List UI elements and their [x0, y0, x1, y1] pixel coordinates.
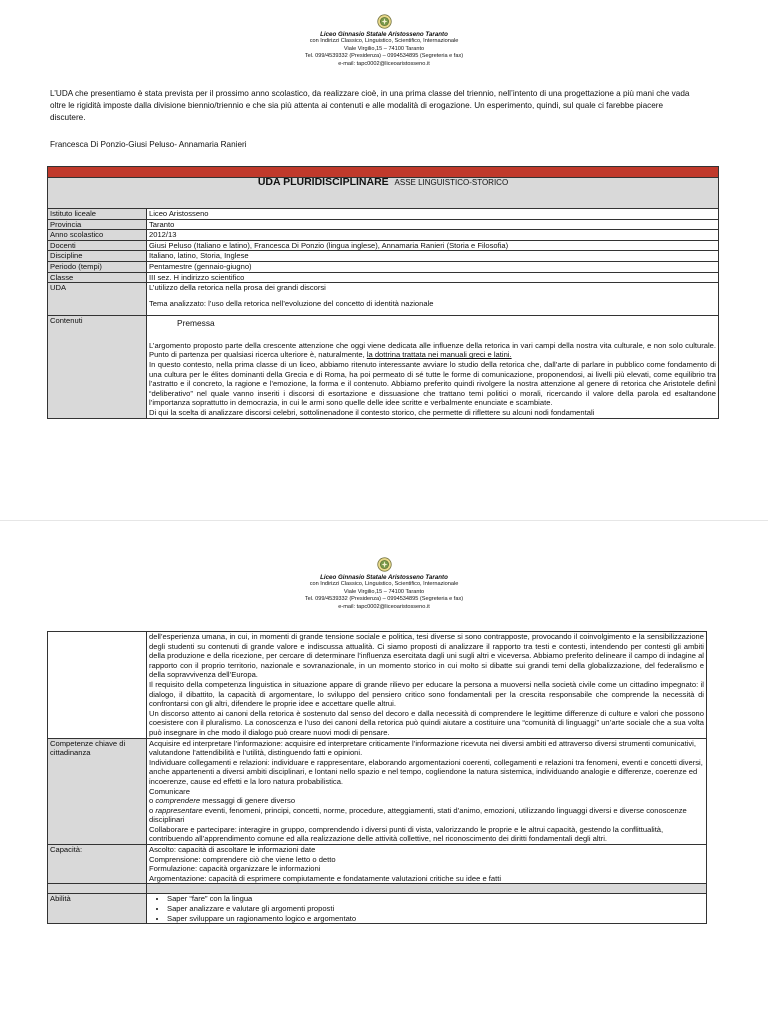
competenze-italic: rappresentare: [155, 805, 203, 815]
competenze-paragraph: Collaborare e partecipare: interagire in gruppo, comprendendo i diversi punti di vista, valorizzando le proprie e le altrui capacità, gestendo la conflittualità, contribuendo all’apprendimento comune ed alla realizzazione delle attività collettive, nel riconoscimento dei diritti fondamentali degli altri.: [149, 824, 664, 844]
table-row: [48, 230, 719, 241]
table-row: [48, 209, 719, 220]
school-crest-icon: [377, 557, 392, 572]
letterhead-line: Viale Virgilio,15 – 74100 Taranto: [343, 588, 425, 595]
uda-subtitle: ASSE LINGUISTICO-STORICO: [394, 178, 509, 187]
table-row: [48, 894, 707, 924]
table-row: [48, 283, 719, 316]
letterhead-line: e-mail: tapc0002@liceoaristosseno.it: [338, 603, 430, 610]
row-value: 2012/13: [147, 230, 719, 241]
letterhead-title: Liceo Ginnasio Statale Aristosseno Taranto: [320, 574, 448, 581]
abilita-list: [149, 894, 704, 923]
capacita-item: Comprensione: comprendere ciò che viene letto o detto: [149, 854, 336, 864]
list-item: • Saper “fare” con la lingua: [167, 894, 704, 904]
letterhead-line: e-mail: tapc0002@liceoaristosseno.it: [338, 60, 430, 67]
row-value: Giusi Peluso (Italiano e latino), Francesca Di Ponzio (lingua inglese), Annamaria Ranieri (Storia e Filosofia): [147, 240, 719, 251]
row-value: Liceo Aristosseno: [147, 209, 719, 220]
capacita-item: Formulazione: capacità organizzare le informazioni: [149, 864, 321, 874]
row-label: Competenze chiave di cittadinanza: [48, 738, 147, 845]
contenuti-text: L’argomento proposto parte della crescente attenzione che oggi viene dedicata alle influenze della retorica in vari campi della nostra vita culturale, e non solo culturale. Punto di partenza per qualsiasi ricerca ulteriore è, naturalmente,: [149, 340, 716, 360]
table-title-row: [48, 178, 719, 209]
table-row: [48, 738, 707, 845]
row-label: Discipline: [48, 251, 147, 262]
letterhead-line: Tel. 099/4539332 (Presidenza) – 0994534895 (Segreteria e fax): [304, 596, 464, 603]
letterhead-line: Tel. 099/4539332 (Presidenza) – 0994534895 (Segreteria e fax): [304, 53, 464, 60]
competenze-paragraph: Acquisire ed interpretare l’informazione: acquisire ed interpretare criticamente l’informazione ricevuta nei diversi ambiti ed attraverso diversi strumenti comunicativi, valutandone l’attendibilità e l’utilità, distinguendo fatti e opinioni.: [149, 738, 696, 758]
competenze-paragraph: [149, 796, 704, 806]
contenuti-underlined: la dottrina trattata nei manuali greci e latini.: [366, 350, 512, 360]
row-label: Classe: [48, 272, 147, 283]
table-row: [48, 632, 707, 739]
competenze-text: messaggi di genere diverso: [200, 796, 296, 806]
competenze-italic: comprendere: [155, 796, 201, 806]
uda-title: UDA PLURIDISCIPLINARE: [257, 176, 389, 188]
row-label: Provincia: [48, 219, 147, 230]
table-row: [48, 845, 707, 884]
row-label: Periodo (tempi): [48, 261, 147, 272]
competenze-paragraph: [149, 806, 704, 825]
competenze-paragraph: Individuare collegamenti e relazioni: individuare e rappresentare, elaborando argomentazioni coerenti, collegamenti e relazioni tra fenomeni, eventi e concetti diversi, anche appartenenti a diversi ambiti disciplinari, e lontani nello spazio e nel tempo, cogliendone la natura sistemica, individuando analogie e differenze, coerenze ed incoerenze, cause ed effetti e la loro natura probabilistica.: [149, 757, 703, 786]
table-row: [48, 251, 719, 262]
document-page-2: [0, 520, 768, 1025]
row-value: Italiano, latino, Storia, Inglese: [147, 251, 719, 262]
contenuti-paragraph: Di qui la scelta di analizzare discorsi celebri, sottolinenadone il contesto storico, che permette di riflettere su alcuni nodi fondamentali: [149, 407, 595, 417]
letterhead-line: con Indirizzi Classico, Linguistico, Scientifico, Internazionale: [309, 581, 459, 588]
uda-table-continued: [47, 631, 707, 924]
table-row: [48, 240, 719, 251]
row-label: Istituto liceale: [48, 209, 147, 220]
uda-topic: L’utilizzo della retorica nella prosa dei grandi discorsi: [149, 283, 326, 293]
intro-paragraph: L’UDA che presentiamo è stata prevista per il prossimo anno scolastico, da realizzare cioè, in una prima classe del triennio, nell’intento di una progettazione a più mani che vada oltre le rigidità imposte dalla divisione biennio/triennio e che sia più attenta ai contenuti e alle modalità di erogazione. Un esperimento, quindi, sul quale ci farebbe piacere discutere.: [50, 89, 690, 123]
school-crest-icon: [377, 14, 392, 29]
table-row: [48, 272, 719, 283]
row-value: Taranto: [147, 219, 719, 230]
row-value: III sez. H indirizzo scientifico: [147, 272, 719, 283]
list-item: • Saper sviluppare un ragionamento logico e argomentato: [167, 914, 704, 924]
capacita-item: Argomentazione: capacità di esprimere compiutamente e fondatamente valutazioni critiche su idee e fatti: [149, 873, 502, 883]
contenuti-paragraph: Il requisito della competenza linguistica in situazione appare di grande rilievo per educare la persona a muoversi nella società civile come un cittadino impegnato: il dialogo, il dibattito, la capacità di argomentare, lo sviluppo del pensiero critico sono fondamentali per la crescita responsabile che comprende la necessità di confrontarsi con gli altri, difendere le proprie idee e accettare quelle altrui.: [149, 679, 704, 709]
authors-line: Francesca Di Ponzio-Giusi Peluso- Annamaria Ranieri: [50, 140, 247, 149]
contenuti-paragraph: In questo contesto, nella prima classe di un liceo, abbiamo ritenuto interessante avviare lo studio della retorica che, dall’arte di parlare in pubblico come fondamento di una cultura per le élites dominanti della Grecia e di Roma, ha poi permeato di sé tutte le forme di comunicazione, proponendosi, ai livelli più elevati, come equilibrio tra l’astratto e il concreto, la ragione e l’emozione, la forma e il contenuto. Abbiamo preferito quindi rivolgere la nostra attenzione al genere di retorica che Aristotele definì “deliberativo” nel quale vanno inseriti i discorsi di esortazione e dissuasione che trattano temi politici o morali, ricercando il valore della parola ed esaltandone l’importanza soprattutto in democrazia, in cui le armi sono quelle delle idee scritte e verbalmente enunciate e scambiate.: [149, 359, 716, 408]
letterhead-line: con Indirizzi Classico, Linguistico, Scientifico, Internazionale: [309, 38, 459, 45]
row-label: Anno scolastico: [48, 230, 147, 241]
letterhead-title: Liceo Ginnasio Statale Aristosseno Taranto: [320, 31, 448, 38]
uda-theme: Tema analizzato: l’uso della retorica nell’evoluzione del concetto di identità nazionale: [149, 298, 434, 308]
contenuti-paragraph: dell’esperienza umana, in cui, in momenti di grande tensione sociale e politica, tesi diverse si sono contrapposte, provocando il coinvolgimento e la sensibilizzazione degli studenti su contenuti di grande valore e indiscussa attualità. Ci siamo proposti di analizzare il rapporto tra testi e contesti, intendendo per contesti gli ambiti della produzione e della ricezione, per cercare di determinare l’influenza esercitata dagli uni sugli altri e viceversa. Abbiamo preferito delineare il campo di indagine al rapporto con il proprio territorio, nazionale e sovranazionale, in un momento storico in cui molto si dibatte sui grandi temi della globalizzazione, del federalismo e della sopravvivenza dell’Europa.: [149, 632, 704, 680]
row-label: Capacità:: [48, 845, 147, 884]
row-label: Abilità: [48, 894, 147, 924]
row-label: UDA: [48, 283, 147, 316]
contenuti-paragraph: Un discorso attento ai canoni della retorica è sostenuto dal senso del decoro e dalla necessità di comprendere le legittime differenze di culture e valori che possono coesistere con il pluralismo. La conoscenza e l’uso dei canoni della retorica può quindi aiutare a costituire una “comunità di linguaggi” un’arte sociale che a sua volta può insegnare in che modo il dialogo può creare nuovi modi di pensare.: [149, 708, 704, 737]
table-row: [48, 316, 719, 418]
table-row: [48, 219, 719, 230]
row-label: Contenuti: [48, 316, 147, 418]
uda-table: [47, 166, 719, 419]
row-label: Docenti: [48, 240, 147, 251]
letterhead: [0, 557, 768, 611]
competenze-paragraph: Comunicare: [149, 786, 190, 796]
premessa-heading: Premessa: [177, 318, 215, 329]
row-value: Pentamestre (gennaio-giugno): [147, 261, 719, 272]
letterhead-line: Viale Virgilio,15 – 74100 Taranto: [343, 45, 425, 52]
contenuti-paragraph: [149, 341, 716, 360]
list-item: • Saper analizzare e valutare gli argomenti proposti: [167, 904, 704, 914]
competenze-bullet: o: [149, 805, 156, 815]
competenze-bullet: o: [149, 796, 156, 806]
letterhead: [0, 14, 768, 68]
table-row: [48, 261, 719, 272]
competenze-text: eventi, fenomeni, principi, concetti, norme, procedure, atteggiamenti, stati d’animo, emozioni, utilizzando linguaggi diversi e diverse conoscenze disciplinari: [149, 805, 687, 825]
capacita-item: Ascolto: capacità di ascoltare le informazioni date: [149, 845, 316, 855]
table-spacer-row: [48, 884, 707, 894]
